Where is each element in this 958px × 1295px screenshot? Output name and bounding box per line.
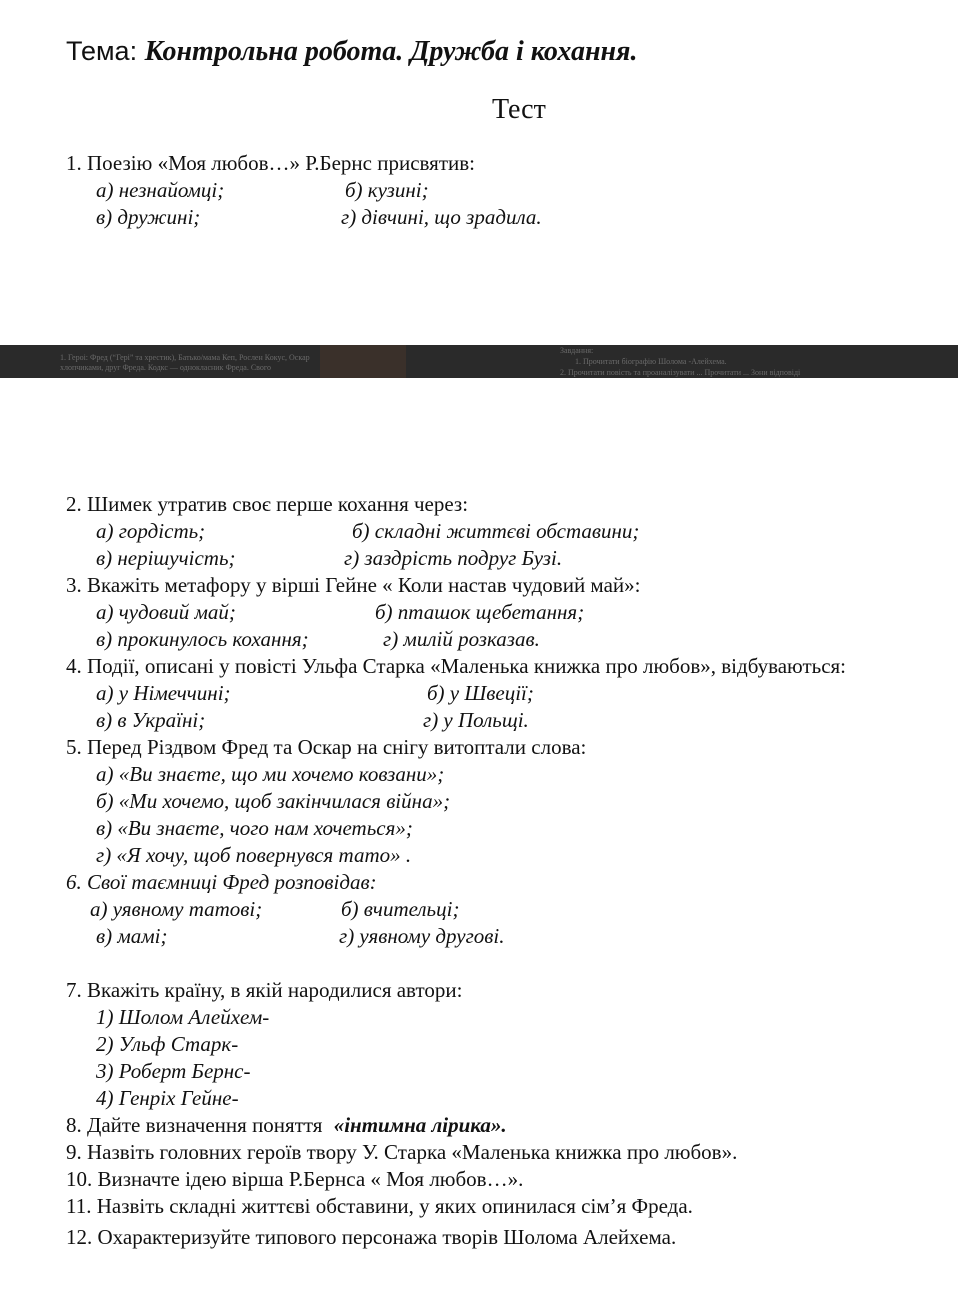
q2-option-d: г) заздрість подруг Бузі.	[344, 546, 563, 570]
band-right-header: Завдання:	[560, 346, 594, 355]
band-right-item-2: 2. Прочитати повість та проаналізувати ... Прочитати ... Зони відповіді	[560, 368, 801, 377]
q6-option-c: в) мамі;	[96, 924, 168, 948]
q1-option-c: в) дружині;	[96, 205, 201, 229]
q1-option-d: г) дівчині, що зрадила.	[341, 205, 542, 229]
question-8-text: 8. Дайте визначення поняття	[66, 1113, 328, 1137]
question-7: 7. Вкажіть країну, в якій народилися автори:	[66, 978, 463, 1002]
question-2: 2. Шимек утратив своє перше кохання через:	[66, 492, 469, 516]
q7-item-1: 1) Шолом Алейхем-	[96, 1005, 270, 1029]
q6-option-a: а) уявному татові;	[90, 897, 263, 921]
question-10: 10. Визначте ідею вірша Р.Бернса « Моя любов…».	[66, 1167, 524, 1191]
band-image	[320, 345, 406, 378]
q7-item-4: 4) Генріх Гейне-	[96, 1086, 239, 1110]
page-title	[66, 36, 637, 68]
question-4: 4. Події, описані у повісті Ульфа Старка «Маленька книжка про любов», відбуваються:	[66, 654, 847, 678]
q4-option-d: г) у Польщі.	[423, 708, 529, 732]
q7-item-3: 3) Роберт Бернс-	[96, 1059, 251, 1083]
question-9: 9. Назвіть головних героїв твору У. Старка «Маленька книжка про любов».	[66, 1140, 738, 1164]
q6-option-b: б) вчительці;	[341, 897, 460, 921]
question-8	[66, 1112, 507, 1138]
title-prefix: Тема:	[66, 36, 145, 66]
q3-option-c: в) прокинулось кохання;	[96, 627, 309, 651]
q3-option-b: б) пташок щебетання;	[375, 600, 585, 624]
q5-option-d: г) «Я хочу, щоб повернувся тато» .	[96, 843, 412, 867]
q3-option-d: г) милій розказав.	[383, 627, 540, 651]
q5-option-b: б) «Ми хочемо, щоб закінчилася війна»;	[96, 789, 451, 813]
band-left-text-2: хлопчиками, друг Фреда. Кодкс — однокласник Фреда. Свого	[60, 363, 271, 372]
question-12: 12. Охарактеризуйте типового персонажа творів Шолома Алейхема.	[66, 1225, 677, 1249]
band-right-item-1: 1. Прочитати біографію Шолома -Алейхема.	[575, 357, 727, 366]
q1-option-a: а) незнайомці;	[96, 178, 225, 202]
q4-option-c: в) в Україні;	[96, 708, 206, 732]
test-heading: Тест	[492, 94, 546, 125]
q4-option-b: б) у Швеції;	[427, 681, 534, 705]
band-left-text: 1. Героі: Фред (“Гері” та хрестик), Батько/мама Кеп, Рослен Кокус, Оскар	[60, 353, 310, 362]
q6-option-d: г) уявному другові.	[339, 924, 505, 948]
q3-option-a: а) чудовий май;	[96, 600, 236, 624]
title-topic: Контрольна робота. Дружба і кохання.	[144, 36, 638, 67]
q4-option-a: а) у Німеччині;	[96, 681, 231, 705]
q5-option-c: в) «Ви знаєте, чого нам хочеться»;	[96, 816, 413, 840]
q1-option-b: б) кузині;	[345, 178, 429, 202]
q7-item-2: 2) Ульф Старк-	[96, 1032, 239, 1056]
q2-option-b: б) складні життєві обставини;	[352, 519, 640, 543]
question-3: 3. Вкажіть метафору у вірші Гейне « Коли настав чудовий май»:	[66, 573, 641, 597]
question-8-term: «інтимна лірика».	[333, 1113, 507, 1137]
question-6: 6. Свої таємниці Фред розповідав:	[66, 870, 377, 894]
q2-option-c: в) нерішучість;	[96, 546, 236, 570]
q5-option-a: а) «Ви знаєте, що ми хочемо ковзани»;	[96, 762, 445, 786]
q2-option-a: а) гордість;	[96, 519, 206, 543]
question-1: 1. Поезію «Моя любов…» Р.Бернс присвятив:	[66, 151, 475, 175]
overlay-band	[0, 345, 958, 378]
question-5: 5. Перед Різдвом Фред та Оскар на снігу витоптали слова:	[66, 735, 587, 759]
question-11: 11. Назвіть складні життєві обставини, у яких опинилася сім’я Фреда.	[66, 1194, 693, 1218]
